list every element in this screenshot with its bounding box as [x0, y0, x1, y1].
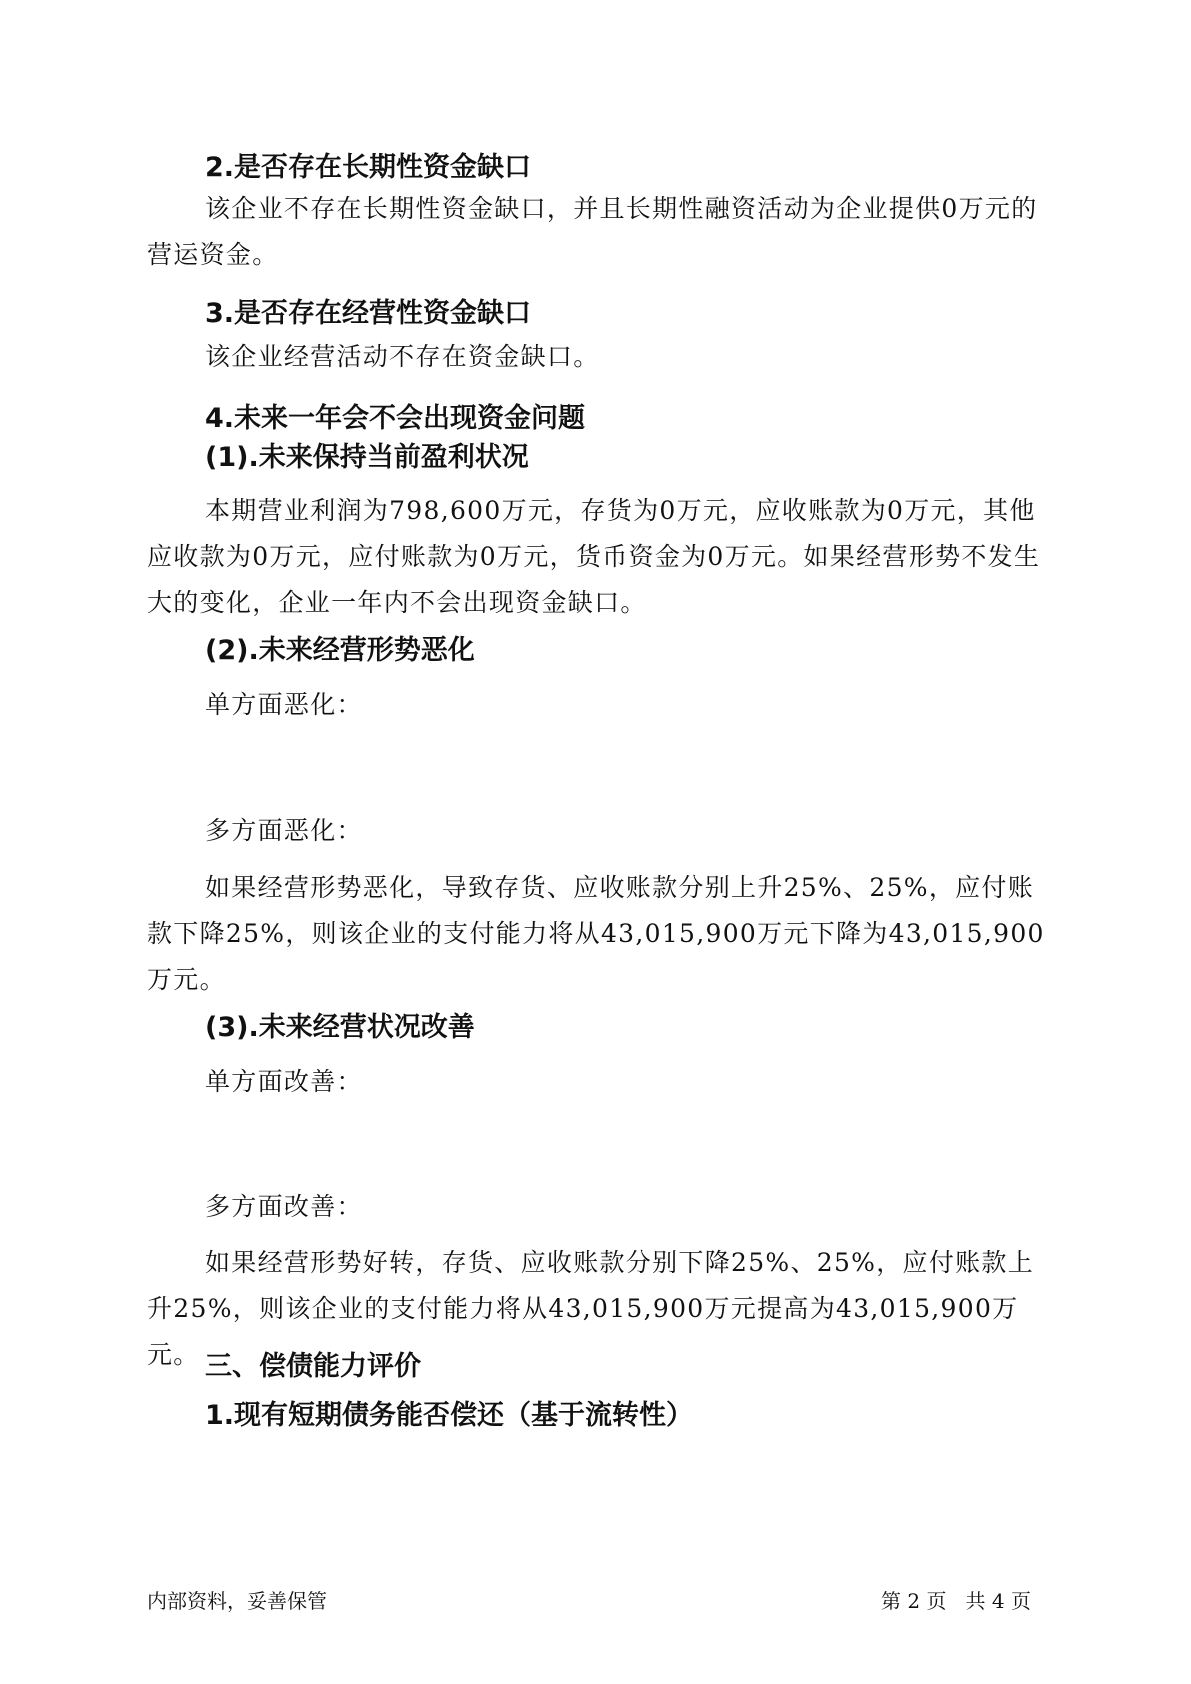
heading-solvency-evaluation: 三、偿债能力评价	[205, 1351, 421, 1382]
label-single-improvement: 单方面改善：	[205, 1067, 363, 1096]
heading-current-profit: (1).未来保持当前盈利状况	[205, 442, 529, 473]
heading-worsening: (2).未来经营形势恶化	[205, 635, 475, 666]
paragraph-current-profit: 本期营业利润为798,600万元，存货为0万元，应收账款为0万元，其他应收款为0万元，应付账款为0万元，货币资金为0万元。如果经营形势不发生大的变化，企业一年内不会出现资金缺口。	[147, 496, 1041, 617]
paragraph-improvement-detail: 如果经营形势好转，存货、应收账款分别下降25%、25%，应付账款上升25%，则该企业的支付能力将从43,015,900万元提高为43,015,900万元。	[147, 1248, 1035, 1369]
paragraph-operating-gap: 该企业经营活动不存在资金缺口。	[205, 342, 600, 371]
label-single-worsening: 单方面恶化：	[205, 690, 363, 719]
paragraph-longterm-gap: 该企业不存在长期性资金缺口，并且长期性融资活动为企业提供0万元的营运资金。	[147, 194, 1038, 269]
label-multi-improvement: 多方面改善：	[205, 1192, 363, 1221]
heading-improvement: (3).未来经营状况改善	[205, 1012, 475, 1043]
heading-operating-gap: 3.是否存在经营性资金缺口	[205, 298, 532, 329]
footer-confidential-note: 内部资料，妥善保管	[147, 1589, 327, 1613]
paragraph-worsening-detail: 如果经营形势恶化，导致存货、应收账款分别上升25%、25%，应付账款下降25%，则该企业的支付能力将从43,015,900万元下降为43,015,900万元。	[147, 873, 1045, 994]
label-multi-worsening: 多方面恶化：	[205, 816, 363, 845]
heading-next-year: 4.未来一年会不会出现资金问题	[205, 403, 586, 434]
heading-short-term-debt: 1.现有短期债务能否偿还（基于流转性）	[205, 1400, 694, 1431]
footer-page-number: 第 2 页 共 4 页	[881, 1589, 1031, 1613]
heading-longterm-gap: 2.是否存在长期性资金缺口	[205, 152, 532, 183]
